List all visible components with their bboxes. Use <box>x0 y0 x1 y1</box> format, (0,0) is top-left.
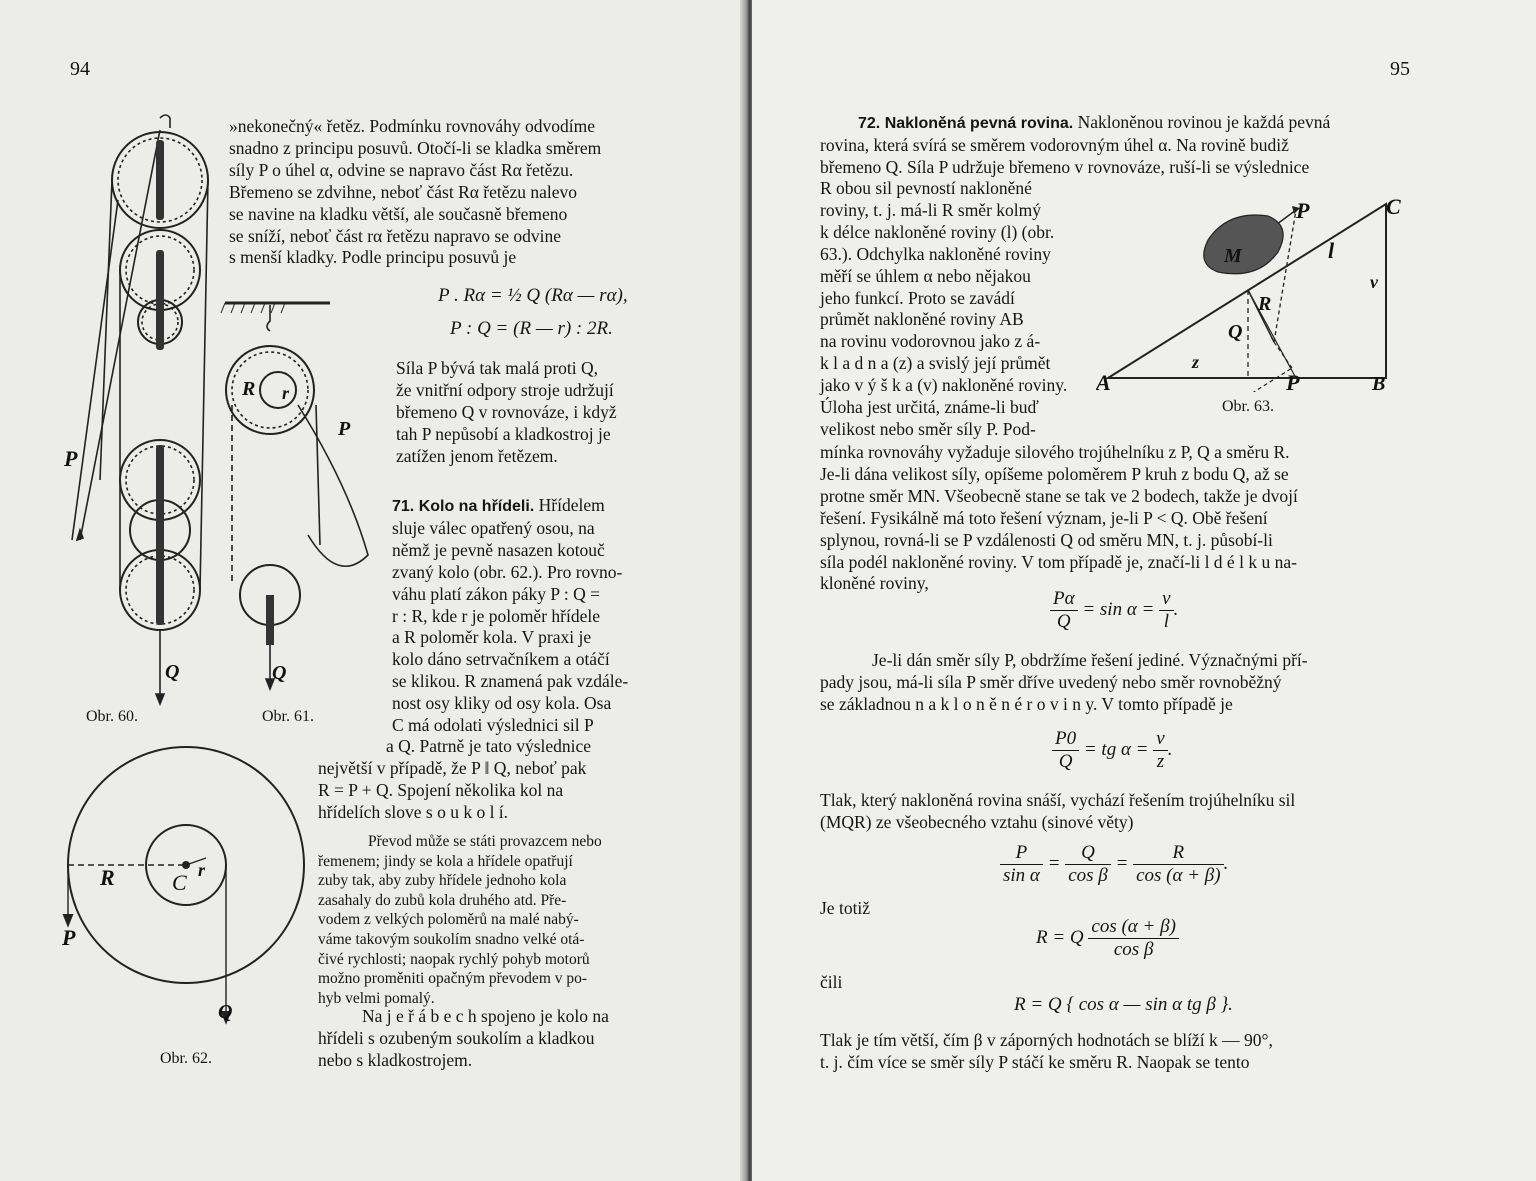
text-line: že vnitřní odpory stroje udržují <box>396 379 614 400</box>
text-line: C má odolati výslednici sil P <box>392 715 594 736</box>
fig63-label-C: C <box>1386 194 1401 219</box>
eq1-mid: = sin α = <box>1082 598 1155 620</box>
text-line: čivé rychlosti; naopak rychlý pohyb motorů <box>318 950 590 968</box>
text-line: k l a d n a (z) a svislý její průmět <box>820 353 1051 374</box>
right-page <box>752 0 1536 1181</box>
text-line: Na j e ř á b e c h spojeno je kolo na <box>362 1006 609 1026</box>
paragraph-sila <box>396 358 668 468</box>
caption-fig62: Obr. 62. <box>160 1050 212 1067</box>
text-line: snadno z principu posuvů. Otočí-li se kladka směrem <box>229 137 602 158</box>
paragraph-smer <box>820 650 1410 716</box>
text-line: němž je pevně nasazen kotouč <box>392 539 605 560</box>
eq4-lhs: R = Q <box>1036 926 1084 948</box>
text-line: Břemeno se zdvihne, neboť část Rα řetězu nalevo <box>229 181 578 202</box>
text-cili: čili <box>820 972 843 992</box>
text-line: možno proměniti opačným převodem v po- <box>318 970 588 988</box>
eq2-num-left: P0 <box>1052 728 1079 751</box>
fig61-label-Q: Q <box>272 662 287 684</box>
text-line: zasahaly do zubů kola druhého atd. Pře- <box>318 891 567 909</box>
caption-fig60: Obr. 60. <box>86 708 138 725</box>
eq1-num-left: Pα <box>1050 588 1078 611</box>
section-71 <box>392 495 668 737</box>
caption-fig61: Obr. 61. <box>262 708 314 725</box>
text-line: Je-li dán směr síly P, obdržíme řešení jediné. Význačnými pří- <box>872 650 1308 670</box>
caption-fig63: Obr. 63. <box>1222 398 1274 415</box>
text-line: měří se úhlem α nebo nějakou <box>820 265 1031 286</box>
text-line: R obou sil pevností nakloněné <box>820 178 1032 198</box>
text-line: hřídeli s ozubeným soukolím a kladkou <box>318 1027 595 1048</box>
fig62-label-Q: Q <box>218 1001 233 1023</box>
text-line: splynou, rovná-li se P vzdálenosti Q od směru MN, t. j. působí-li <box>820 529 1273 550</box>
fig63-label-v: v <box>1370 272 1378 292</box>
eq2-num-right: v <box>1153 728 1167 751</box>
text-line: zvaný kolo (obr. 62.). Pro rovno- <box>392 561 623 582</box>
figure-63-inclined-plane <box>1096 192 1406 392</box>
paragraph-podminka <box>820 442 1410 595</box>
fig63-label-R: R <box>1258 293 1272 315</box>
text-line: zatížen jenom řetězem. <box>396 445 558 466</box>
paragraph-jerab <box>318 1006 662 1072</box>
text-line: 63.). Odchylka nakloněné roviny <box>820 243 1051 264</box>
text-line: k délce nakloněné roviny (l) (obr. <box>820 221 1055 242</box>
fig63-label-l: l <box>1328 238 1335 263</box>
text-line: Je-li dána velikost síly, opíšeme poloměrem P kruh z bodu Q, až se <box>820 463 1289 484</box>
equation-r-fraction <box>1036 916 1179 961</box>
fig62-label-r: r <box>198 860 206 880</box>
equation-sine-rule: $\frac{P}{\text{sin α}}$ = $\frac{Q}{\text{cos β}}$ = $\frac{R}{\cos (\alpha + \beta)}$ . <box>1000 842 1228 887</box>
text-line: pady jsou, má-li síla P směr dříve uvedený nebo směr rovnoběžný <box>820 671 1282 692</box>
fig63-label-Q: Q <box>1228 321 1243 343</box>
eq4-den: cos β <box>1113 939 1154 960</box>
fig63-label-z: z <box>1192 352 1200 372</box>
fig62-label-P: P <box>62 925 76 950</box>
text-je-totiz: Je totiž <box>820 898 871 918</box>
text-line: váme takovým soukolím snadno velké otá- <box>318 930 585 948</box>
paragraph-prevod <box>318 832 660 1008</box>
fig62-label-C: C <box>172 870 187 895</box>
text-line: velikost nebo směr síly P. Pod- <box>820 418 1036 439</box>
text-line: Tlak, který nakloněná rovina snáší, vychází řešením trojúhelníku sil <box>820 790 1296 810</box>
text-line: Nakloněnou rovinou je každá pevná <box>1077 112 1331 132</box>
text-line: Úloha jest určitá, známe-li buď <box>820 397 1039 418</box>
eq1-den-right: l <box>1163 611 1169 632</box>
text-line: a Q. Patrně je tato výslednice <box>386 736 592 756</box>
text-line: Síla P bývá tak malá proti Q, <box>396 358 599 378</box>
section-72-intro <box>820 112 1398 179</box>
section-71-continued <box>318 736 668 824</box>
eq1-num-right: v <box>1159 588 1173 611</box>
text-line: Tlak je tím větší, čím β v záporných hodnotách se blíží k — 90°, <box>820 1030 1273 1050</box>
text-line: se základnou n a k l o n ě n é r o v i n y. V tomto případě je <box>820 693 1233 714</box>
text-line: sluje válec opatřený osou, na <box>392 517 595 538</box>
paragraph-chain <box>229 116 667 269</box>
figure-60-pulley-block <box>60 110 230 730</box>
eq3-a-den: sin α <box>1003 865 1040 886</box>
fig60-label-P: P <box>64 446 78 471</box>
text-line: tah P nepůsobí a kladkostroj je <box>396 423 611 444</box>
equation-tg: $\frac{P0}{Q}$ = tg α = $\frac{v}{z}$ . <box>1052 728 1172 773</box>
text-line: Převod může se státi provazcem nebo <box>368 833 602 850</box>
text-line: R = P + Q. Spojení několika kol na <box>318 779 564 800</box>
fig61-label-r: r <box>282 383 290 403</box>
eq3-b-den: cos β <box>1068 865 1108 886</box>
text-line: břemeno Q. Síla P udržuje břemeno v rovnováze, ruší-li se výslednice <box>820 156 1310 177</box>
fig63-label-P-bottom: P <box>1286 370 1300 392</box>
left-page <box>0 0 748 1181</box>
text-line: hřídelích slove s o u k o l í. <box>318 801 509 822</box>
text-line: mínka rovnováhy vyžaduje silového trojúhelníku z P, Q a směru R. <box>820 442 1290 462</box>
text-line: a R poloměr kola. V praxi je <box>392 627 592 648</box>
text-line: hyb velmi pomalý. <box>318 989 435 1007</box>
eq3-a-num: P <box>1000 842 1043 865</box>
text-line: váhu platí zákon páky P : Q = <box>392 583 601 604</box>
text-line: břemeno Q v rovnováze, i když <box>396 401 617 422</box>
text-line: největší v případě, že P ‖ Q, neboť pak <box>318 757 587 778</box>
formula-pulley-2: P : Q = (R — r) : 2R. <box>450 318 613 339</box>
section-71-heading: 71. Kolo na hřídeli. <box>392 498 535 515</box>
figure-61-differential-pulley <box>220 295 370 705</box>
text-line: se klikou. R znamená pak vzdále- <box>392 671 629 692</box>
fig61-label-P: P <box>338 418 351 440</box>
figure-62-wheel-and-axle <box>56 740 326 1040</box>
text-line: Hřídelem <box>538 495 605 515</box>
fig63-label-P-top: P <box>1296 198 1310 223</box>
fig61-label-R: R <box>242 378 256 400</box>
fig63-label-M: M <box>1224 245 1242 267</box>
text-line: roviny, t. j. má-li R směr kolmý <box>820 199 1041 220</box>
eq3-c-num: R <box>1133 842 1224 865</box>
text-line: vodem z velkých poloměrů na malé nabý- <box>318 911 579 929</box>
text-line: protne směr MN. Všeobecně stane se tak ve 2 bodech, takže je dvojí <box>820 485 1298 506</box>
eq2-mid: = tg α = <box>1083 738 1149 760</box>
text-line: jeho funkcí. Proto se zavádí <box>820 287 1015 308</box>
page-number-right: 95 <box>1390 58 1410 80</box>
text-line: r : R, kde r je poloměr hřídele <box>392 605 600 626</box>
text-line: »nekonečný« řetěz. Podmínku rovnováhy odvodíme <box>229 116 595 136</box>
formula-pulley-1: P . Rα = ½ Q (Rα — rα), <box>438 285 628 306</box>
fig62-label-R: R <box>100 865 115 890</box>
eq2-den-left: Q <box>1058 751 1073 772</box>
equation-r-expanded: R = Q { cos α — sin α tg β }. <box>1014 994 1233 1015</box>
page-number-left: 94 <box>70 58 90 80</box>
eq3-c-den: cos (α + β) <box>1136 865 1221 886</box>
fig60-label-Q: Q <box>165 661 180 683</box>
eq1-den-left: Q <box>1056 611 1071 632</box>
text-line: nebo s kladkostrojem. <box>318 1049 473 1070</box>
text-line: nost osy kliky od osy kola. Osa <box>392 693 612 714</box>
text-line: s menší kladky. Podle principu posuvů je <box>229 247 517 268</box>
text-line: (MQR) ze všeobecného vztahu (sinové věty) <box>820 811 1134 832</box>
text-line: na rovinu vodorovnou jako z á- <box>820 331 1041 352</box>
section-72-heading: 72. Nakloněná pevná rovina. <box>858 115 1074 132</box>
equation-sin: $\frac{P\alpha}{Q}$ = sin α = $\frac{v}{l}$ . <box>1050 588 1178 633</box>
text-line: jako v ý š k a (v) nakloněné roviny. <box>820 375 1068 396</box>
fig63-label-A: A <box>1096 370 1111 392</box>
text-line: řemenem; jindy se kola a hřídele opatřují <box>318 852 573 870</box>
text-line: zuby tak, aby zuby hřídele jednoho kola <box>318 872 567 890</box>
text-line: rovina, která svírá se směrem vodorovným úhel α. Na rovině budiž <box>820 134 1289 155</box>
text-line: průmět nakloněné roviny AB <box>820 309 1024 330</box>
eq2-den-right: z <box>1156 751 1165 772</box>
text-line: kolo dáno setrvačníkem a otáčí <box>392 649 610 670</box>
fig63-label-B: B <box>1372 373 1386 392</box>
eq3-b-num: Q <box>1065 842 1111 865</box>
text-line: síly P o úhel α, odvine se napravo část Rα řetězu. <box>229 159 574 180</box>
text-line: t. j. čím více se směr síly P stáčí ke směru R. Naopak se tento <box>820 1051 1250 1072</box>
section-72-narrow <box>820 178 1090 441</box>
text-line: řešení. Fysikálně má toto řešení význam, je-li P < Q. Obě řešení <box>820 507 1268 528</box>
paragraph-tlak <box>820 790 1410 834</box>
text-line: kloněné roviny, <box>820 573 929 594</box>
paragraph-closing <box>820 1030 1410 1074</box>
text-line: se navine na kladku větší, ale současně břemeno <box>229 203 568 224</box>
eq4-num: cos (α + β) <box>1088 916 1179 939</box>
text-line: se sníží, neboť část rα řetězu napravo se odvine <box>229 225 562 246</box>
text-line: síla podél nakloněné roviny. V tom případě je, značí-li l d é l k u na- <box>820 551 1297 572</box>
